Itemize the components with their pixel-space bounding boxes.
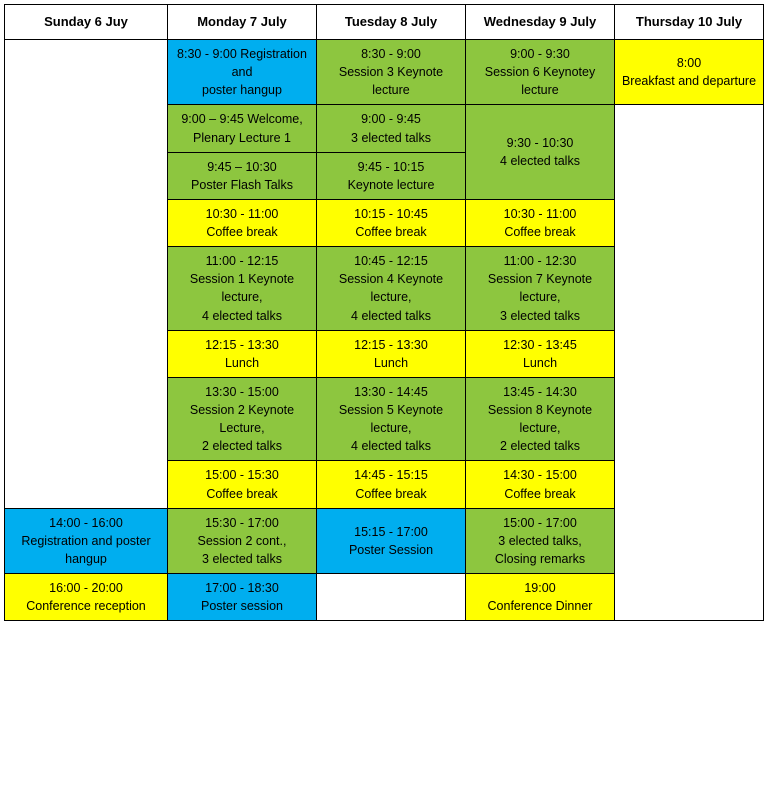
cell-line: 3 elected talks <box>500 308 580 323</box>
cell-line: 13:30 - 15:00 <box>205 384 279 399</box>
schedule-cell-r8-c0 <box>5 508 168 573</box>
cell-line: Breakfast and departure <box>621 74 757 89</box>
schedule-cell-r6-c1 <box>317 377 466 461</box>
cell-line: Session 4 Keynote <box>338 272 444 287</box>
empty-cell-r1-c3 <box>615 105 764 621</box>
cell-line: 9:45 – 10:30 <box>207 159 277 174</box>
cell-line: 3 elected talks <box>202 551 282 566</box>
schedule-cell-r4-c2 <box>466 247 615 331</box>
cell-line: 2 elected talks <box>202 439 282 454</box>
cell-line: 14:45 - 15:15 <box>354 468 428 483</box>
cell-line: Lunch <box>373 355 409 370</box>
cell-line: 12:15 - 13:30 <box>354 337 428 352</box>
cell-line: 15:00 - 17:00 <box>503 515 577 530</box>
cell-line: Conference Dinner <box>487 599 593 614</box>
cell-line: 15:00 - 15:30 <box>205 468 279 483</box>
schedule-cell-r1-c1 <box>317 105 466 152</box>
schedule-cell-r3-c2 <box>466 199 615 246</box>
table-header-row <box>5 5 764 40</box>
cell-line: lecture, <box>221 290 263 305</box>
cell-line: Coffee break <box>504 486 576 501</box>
schedule-cell-r5-c1 <box>317 330 466 377</box>
cell-line: 10:30 - 11:00 <box>503 206 577 221</box>
cell-line: Poster Flash Talks <box>191 177 293 192</box>
column-header-3: Wednesday 9 July <box>466 5 615 40</box>
schedule-cell-r7-c0 <box>168 461 317 508</box>
cell-line: Session 2 cont., <box>197 533 287 548</box>
cell-line: poster hangup <box>202 83 282 98</box>
cell-line: Plenary Lecture 1 <box>193 130 291 145</box>
cell-line: 11:00 - 12:15 <box>205 254 279 269</box>
column-header-2: Tuesday 8 July <box>317 5 466 40</box>
cell-line: 8:30 - 9:00 Registration and <box>177 47 311 80</box>
cell-line: 8:00 <box>676 56 702 71</box>
cell-line: Poster session <box>201 599 283 614</box>
schedule-cell-r6-c2 <box>466 377 615 461</box>
cell-line: lecture, <box>519 290 561 305</box>
cell-line: Coffee break <box>355 486 427 501</box>
cell-line: Session 7 Keynote <box>487 272 593 287</box>
cell-line: Coffee break <box>504 225 576 239</box>
column-header-0: Sunday 6 Juy <box>5 5 168 40</box>
schedule-cell-r9-c1 <box>168 574 317 621</box>
cell-line: 8:30 - 9:00 <box>361 47 421 61</box>
schedule-cell-r8-c2 <box>317 508 466 573</box>
cell-line: Poster Session <box>348 542 434 557</box>
cell-line: lecture <box>372 83 410 98</box>
schedule-cell-r0-c3 <box>466 40 615 105</box>
cell-line: 4 elected talks <box>351 439 431 454</box>
cell-line: 4 elected talks <box>500 154 580 169</box>
cell-line: lecture, <box>370 290 412 305</box>
cell-line: Conference reception <box>26 599 146 614</box>
schedule-cell-r9-c0 <box>5 574 168 621</box>
column-header-4: Thursday 10 July <box>615 5 764 40</box>
cell-line: lecture, <box>519 421 561 436</box>
cell-line: 12:15 - 13:30 <box>205 337 279 352</box>
cell-line: 4 elected talks <box>202 308 282 323</box>
cell-line: 11:00 - 12:30 <box>503 254 577 269</box>
cell-line: lecture <box>521 83 559 98</box>
cell-line: 9:00 - 9:45 <box>361 112 421 127</box>
schedule-cell-r0-c4 <box>615 40 764 105</box>
cell-line: Lunch <box>224 355 260 370</box>
schedule-cell-r3-c0 <box>168 199 317 246</box>
schedule-cell-r6-c0 <box>168 377 317 461</box>
cell-line: 4 elected talks <box>351 308 431 323</box>
schedule-cell-r9-c3 <box>466 574 615 621</box>
cell-line: Registration and poster hangup <box>21 533 155 566</box>
cell-line: 2 elected talks <box>500 439 580 454</box>
cell-line: Coffee break <box>206 486 278 501</box>
cell-line: Keynote lecture <box>347 177 435 192</box>
cell-line: 14:00 - 16:00 <box>49 515 123 530</box>
schedule-cell-r2-c0 <box>168 152 317 199</box>
cell-line: Session 2 Keynote <box>189 403 295 417</box>
cell-line: 10:45 - 12:15 <box>354 254 428 269</box>
schedule-cell-r3-c1 <box>317 199 466 246</box>
schedule-cell-r1-c0 <box>168 105 317 152</box>
schedule-cell-r5-c2 <box>466 330 615 377</box>
cell-line: Lecture, <box>219 421 265 436</box>
cell-line: Session 1 Keynote <box>189 272 295 287</box>
cell-line: 3 elected talks, <box>498 533 582 548</box>
table-row <box>5 40 764 105</box>
schedule-cell-r5-c0 <box>168 330 317 377</box>
cell-line: 13:30 - 14:45 <box>354 384 428 399</box>
cell-line: lecture, <box>370 421 412 436</box>
schedule-cell-r0-c1 <box>168 40 317 105</box>
cell-line: 9:45 - 10:15 <box>357 159 425 174</box>
cell-line: 3 elected talks <box>351 130 431 145</box>
cell-line: Closing remarks <box>494 551 586 566</box>
cell-line: Session 8 Keynote <box>487 403 593 417</box>
cell-line: Coffee break <box>355 225 427 239</box>
schedule-cell-r7-c2 <box>466 461 615 508</box>
empty-cell-r0-c0 <box>5 40 168 509</box>
cell-line: 9:30 - 10:30 <box>506 136 574 150</box>
column-header-1: Monday 7 July <box>168 5 317 40</box>
schedule-cell-r8-c3 <box>466 508 615 573</box>
schedule-cell-r1-c2 <box>466 105 615 200</box>
schedule-cell-r4-c0 <box>168 247 317 331</box>
cell-line: 10:30 - 11:00 <box>205 206 279 221</box>
schedule-cell-r0-c2 <box>317 40 466 105</box>
cell-line: Session 3 Keynote <box>338 65 444 80</box>
cell-line: 14:30 - 15:00 <box>503 468 577 483</box>
cell-line: 9:00 - 9:30 <box>510 47 570 61</box>
schedule-cell-r2-c1 <box>317 152 466 199</box>
cell-line: Lunch <box>522 355 558 370</box>
cell-line: 16:00 - 20:00 <box>49 581 123 595</box>
cell-line: Session 5 Keynote <box>338 403 444 417</box>
schedule-cell-r8-c1 <box>168 508 317 573</box>
cell-line: 13:45 - 14:30 <box>503 384 577 399</box>
cell-line: Coffee break <box>206 225 278 239</box>
cell-line: 10:15 - 10:45 <box>354 206 428 221</box>
schedule-table <box>4 4 764 621</box>
cell-line: 9:00 – 9:45 Welcome, <box>181 112 303 127</box>
cell-line: 19:00 <box>524 581 556 595</box>
empty-cell-r9-c2 <box>317 574 466 621</box>
schedule-cell-r4-c1 <box>317 247 466 331</box>
cell-line: 17:00 - 18:30 <box>205 581 279 595</box>
cell-line: 12:30 - 13:45 <box>503 337 577 352</box>
schedule-cell-r7-c1 <box>317 461 466 508</box>
cell-line: 15:15 - 17:00 <box>354 524 428 539</box>
cell-line: Session 6 Keynotey <box>484 65 596 80</box>
cell-line: 15:30 - 17:00 <box>205 515 279 530</box>
